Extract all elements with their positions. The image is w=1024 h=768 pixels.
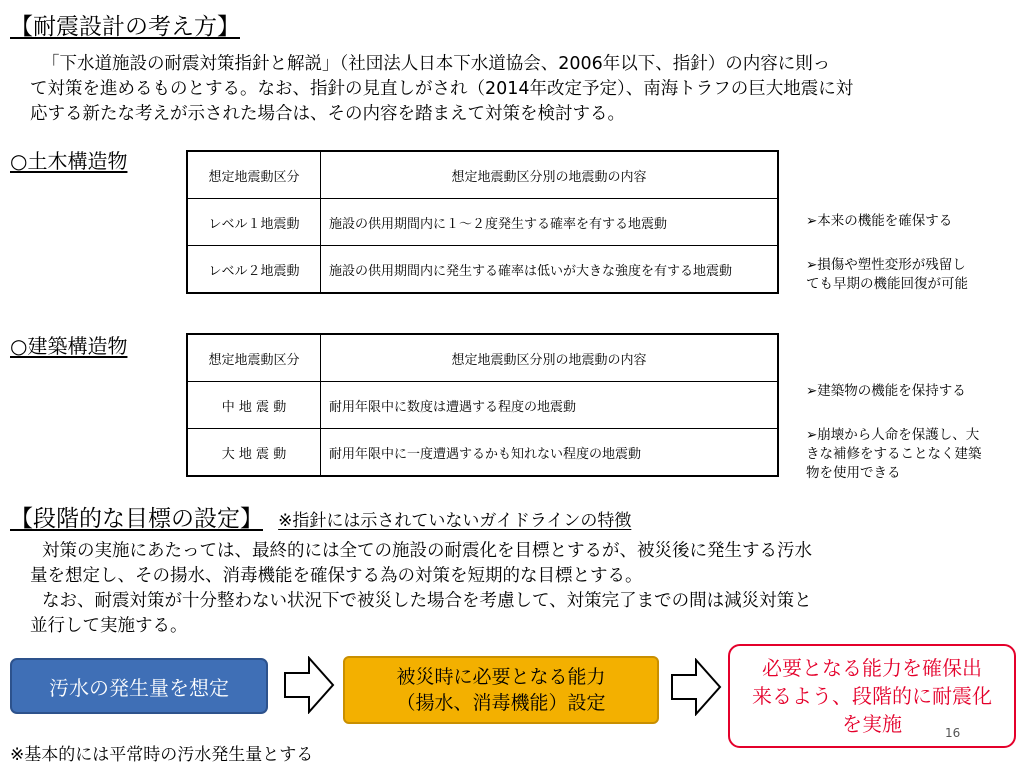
table-cell: 中 地 震 動 <box>187 382 321 429</box>
table-header-cell: 想定地震動区分別の地震動の内容 <box>321 334 779 382</box>
arrow-right-icon <box>283 656 335 714</box>
table-cell: レベル１地震動 <box>187 199 321 246</box>
intro-line: 応する新たな考えが示された場合は、その内容を踏まえて対策を検討する。 <box>30 104 625 124</box>
civil-table <box>186 150 779 294</box>
page-number: 16 <box>945 726 961 740</box>
table-row <box>187 382 778 429</box>
flow-step-2-line: （揚水、消毒機能）設定 <box>396 692 606 714</box>
intro-paragraph <box>30 52 1020 127</box>
building-table <box>186 333 779 477</box>
page-title: 【耐震設計の考え方】 <box>10 14 240 40</box>
flow-step-1 <box>10 658 268 714</box>
para-line: 量を想定し、その揚水、消毒機能を確保する為の対策を短期的な目標とする。 <box>30 566 643 586</box>
flow-step-2-line: 被災時に必要となる能力 <box>396 666 606 688</box>
table-header-row <box>187 334 778 382</box>
table-header-row <box>187 151 778 199</box>
flow-step-2 <box>343 656 659 724</box>
building-note-1 <box>806 382 966 401</box>
section2-title: 【段階的な目標の設定】 <box>10 506 263 532</box>
arrow-right-icon <box>670 658 722 716</box>
table-header-cell: 想定地震動区分 <box>187 334 321 382</box>
civil-heading: ○土木構造物 <box>10 149 128 173</box>
note-line: ➢崩壊から人命を保護し、大 <box>806 427 980 443</box>
note-line: きな補修をすることなく建築 <box>806 446 982 462</box>
building-heading: ○建築構造物 <box>10 334 128 358</box>
table-cell: 大 地 震 動 <box>187 429 321 477</box>
flow-step-3-line: 必要となる能力を確保出 <box>762 656 982 680</box>
intro-line: て対策を進めるものとする。なお、指針の見直しがされ（2014年改定予定）、南海トラフの巨大地震に対 <box>30 79 854 99</box>
note-line: ても早期の機能回復が可能 <box>806 276 968 292</box>
flow-step-3 <box>728 644 1016 748</box>
section2-subtitle: ※指針には示されていないガイドラインの特徴 <box>278 511 632 531</box>
table-cell: レベル２地震動 <box>187 246 321 294</box>
civil-note-1 <box>806 212 952 231</box>
intro-line: 「下水道施設の耐震対策指針と解説」（社団法人日本下水道協会、2006年以下、指針）の内容に則っ <box>42 54 831 74</box>
table-row <box>187 199 778 246</box>
para-line: 対策の実施にあたっては、最終的には全ての施設の耐震化を目標とするが、被災後に発生する汚水 <box>42 541 812 561</box>
note-line: 物を使用できる <box>806 465 901 481</box>
flow-step-1-label: 汚水の発生量を想定 <box>49 675 229 700</box>
flow-step-3-line: を実施 <box>842 712 902 736</box>
section2-heading <box>10 500 631 533</box>
footnote: ※基本的には平常時の汚水発生量とする <box>10 745 314 765</box>
table-cell: 耐用年限中に一度遭遇するかも知れない程度の地震動 <box>321 429 779 477</box>
note-line: ➢建築物の機能を保持する <box>806 383 966 399</box>
building-note-2 <box>806 426 982 483</box>
table-cell: 施設の供用期間内に発生する確率は低いが大きな強度を有する地震動 <box>321 246 779 294</box>
note-line: ➢本来の機能を確保する <box>806 213 953 229</box>
table-row <box>187 246 778 294</box>
table-row <box>187 429 778 477</box>
table-header-cell: 想定地震動区分 <box>187 151 321 199</box>
table-cell: 耐用年限中に数度は遭遇する程度の地震動 <box>321 382 779 429</box>
note-line: ➢損傷や塑性変形が残留し <box>806 257 966 273</box>
flow-step-3-line: 来るよう、段階的に耐震化 <box>752 684 992 708</box>
table-header-cell: 想定地震動区分別の地震動の内容 <box>321 151 779 199</box>
para-line: なお、耐震対策が十分整わない状況下で被災した場合を考慮して、対策完了までの間は減災対策と <box>42 591 812 611</box>
section2-paragraph <box>30 539 1020 639</box>
table-cell: 施設の供用期間内に１～２度発生する確率を有する地震動 <box>321 199 779 246</box>
civil-note-2 <box>806 256 968 294</box>
para-line: 並行して実施する。 <box>30 616 188 636</box>
